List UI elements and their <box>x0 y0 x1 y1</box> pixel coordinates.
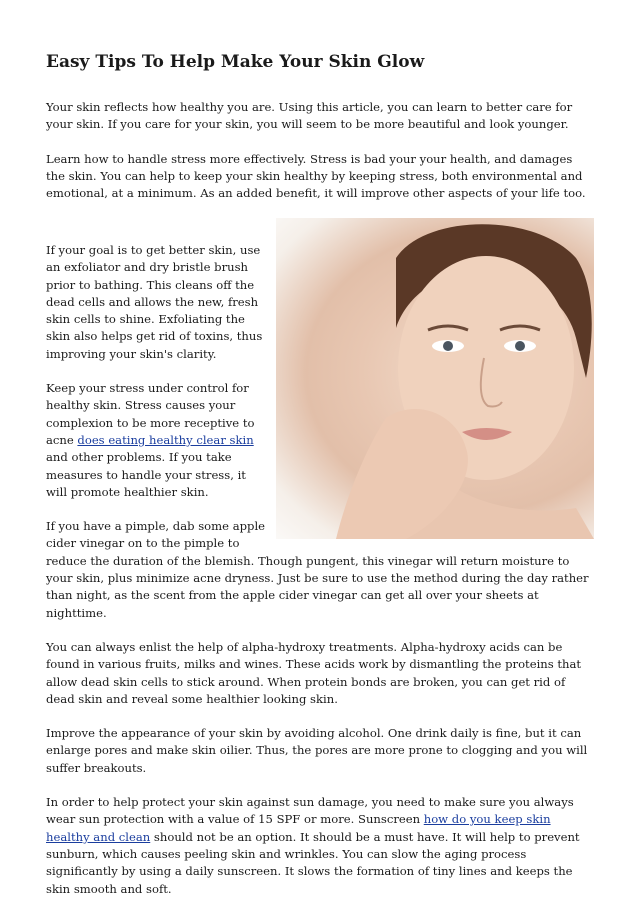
body-section <box>46 242 594 915</box>
paragraph-pimple: If you have a pimple, dab some apple cider vinegar on to the pimple to reduce the duration of the blemish. Though pungent, this vinegar will return moisture to your skin, plus minimize acne dryness. Just be sure to use the method during the day rather than night, as the scent from the apple cider vinegar can get all over your sheets at nighttime. <box>46 519 589 620</box>
paragraph-exfoliate: If your goal is to get better skin, use an exfoliator and dry bristle brush prior to bathing. This cleans off the dead cells and allows the new, fresh skin cells to shine. Exfoliating the skin also helps get rid of toxins, thus improving your skin's clarity. <box>46 243 263 361</box>
paragraph-text: should not be an option. It should be a must have. It will help to prevent sunburn, which causes peeling skin and wrinkles. You can slow the aging process significantly by using a daily sunscreen. It slows the formation of tiny lines and keeps the skin smooth and soft. <box>46 829 580 896</box>
link-healthy-clear-skin[interactable]: does eating healthy clear skin <box>77 432 254 447</box>
paragraph-text: In order to help protect your skin against sun damage, you need to make sure you always wear sun protection with a value of 15 SPF or more. Sunscreen <box>46 795 574 827</box>
paragraph-text: and other problems. If you take measures to handle your stress, it will promote healthier skin. <box>46 450 246 499</box>
woman-face-photo <box>276 218 594 539</box>
page-title: Easy Tips To Help Make Your Skin Glow <box>46 52 425 72</box>
paragraph-stress-handling: Learn how to handle stress more effectively. Stress is bad your your health, and damages the skin. You can help to keep your skin healthy by keeping stress, both environmental and emotional, at a minimum. As an added benefit, it will improve other aspects of your life too. <box>46 151 586 201</box>
paragraph-sun-protection <box>46 794 594 898</box>
link-keep-skin-healthy[interactable]: how do you keep skin healthy and clean <box>46 812 551 844</box>
intro-section <box>46 99 594 219</box>
paragraph-text: Keep your stress under control for healthy skin. Stress causes your complexion to be more receptive to acne <box>46 381 255 447</box>
paragraph-alcohol: Improve the appearance of your skin by avoiding alcohol. One drink daily is fine, but it can enlarge pores and make skin oilier. Thus, the pores are more prone to clogging and you will suffer breakouts. <box>46 726 588 775</box>
paragraph-alpha-hydroxy: You can always enlist the help of alpha-hydroxy treatments. Alpha-hydroxy acids can be found in various fruits, milks and wines. These acids work by dismantling the proteins that allow dead skin cells to stick around. When protein bonds are broken, you can get rid of dead skin and reveal some healthier looking skin. <box>46 639 582 706</box>
face-illustration <box>276 218 594 539</box>
paragraph-intro: Your skin reflects how healthy you are. Using this article, you can learn to better care for your skin. If you care for your skin, you will seem to be more beautiful and look younger. <box>46 100 573 132</box>
